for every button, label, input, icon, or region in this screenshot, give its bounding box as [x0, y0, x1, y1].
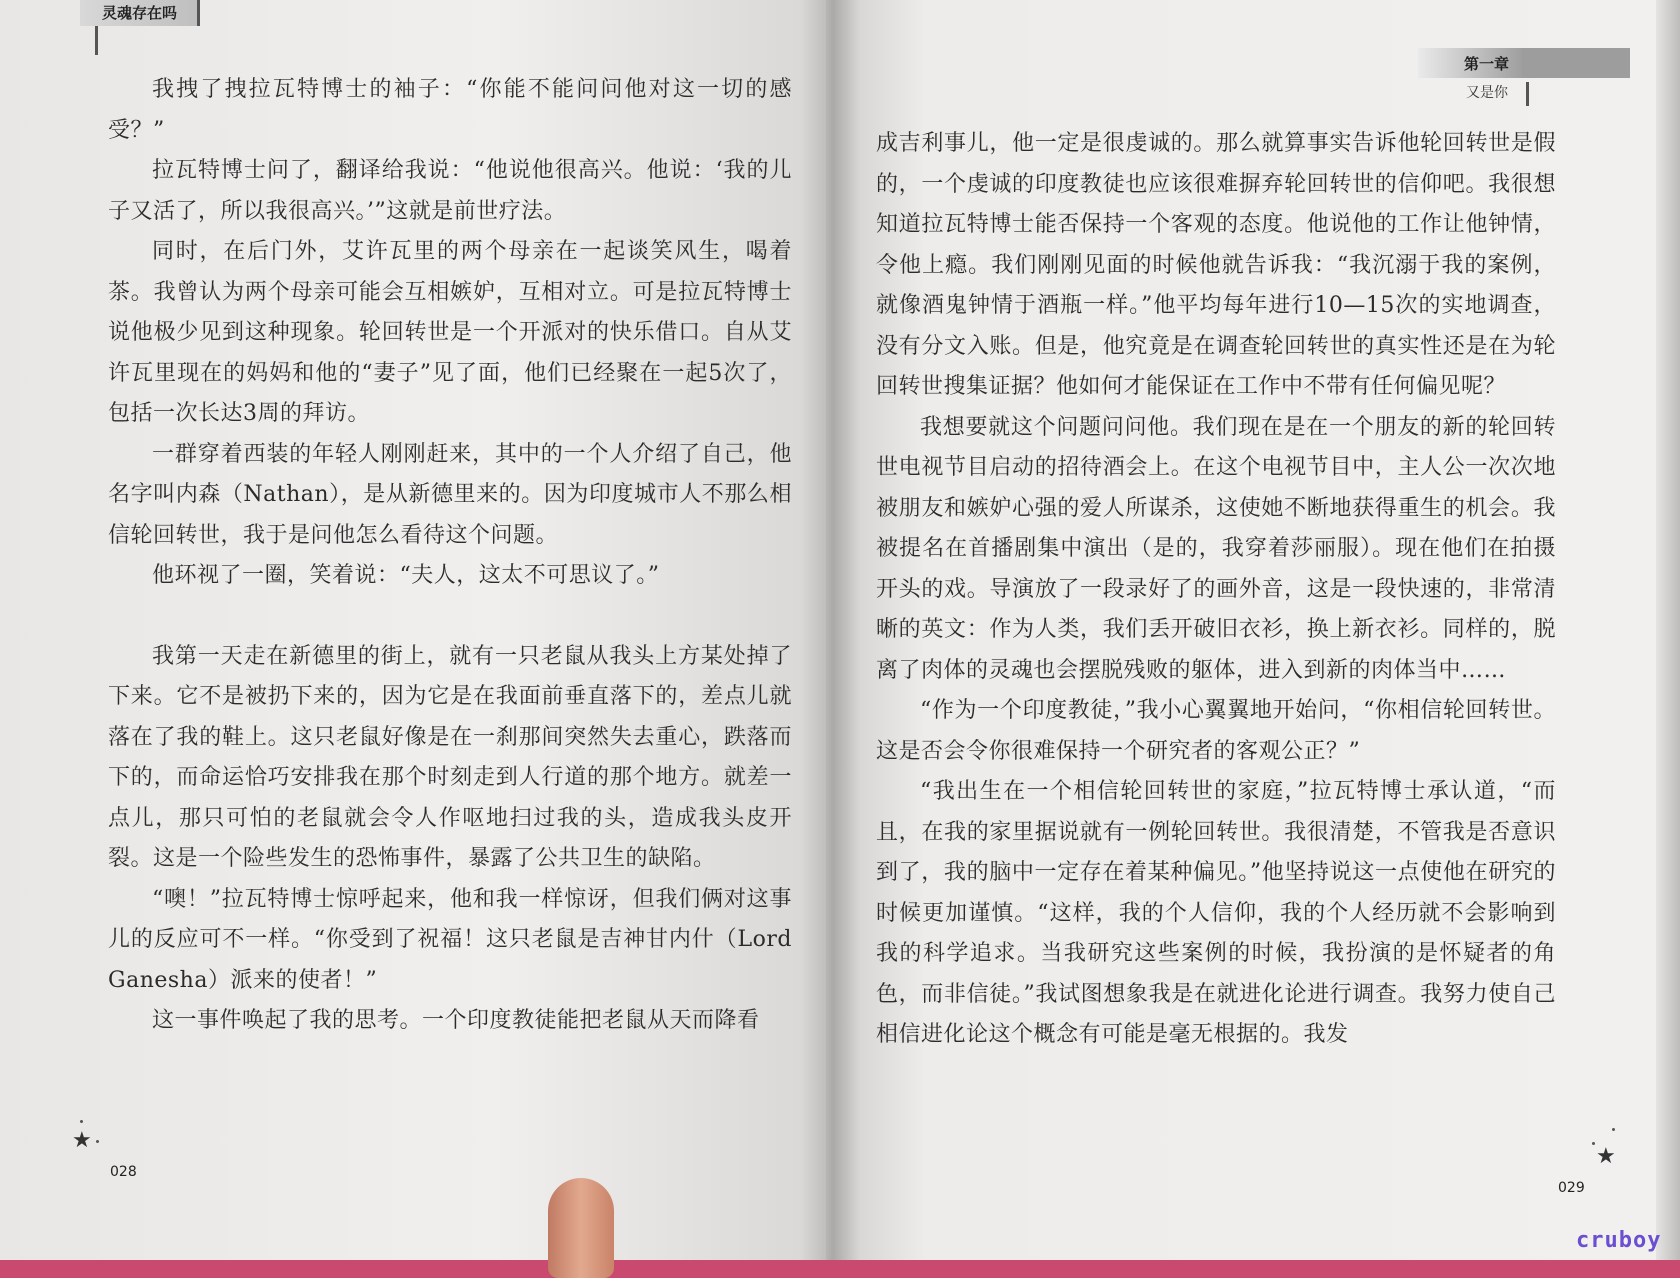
right-text-block — [876, 124, 1556, 1056]
watermark: cruboy — [1576, 1228, 1662, 1253]
chapter-bar — [1518, 48, 1630, 78]
dot-ornament — [1592, 1142, 1595, 1145]
book-gutter — [800, 0, 860, 1260]
chapter-label: 第一章 — [1418, 48, 1522, 78]
reader-finger — [548, 1178, 614, 1278]
dot-ornament — [80, 1120, 83, 1123]
paragraph: 一群穿着西装的年轻人刚刚赶来，其中的一个人介绍了自己，他名字叫内森（Nathan），是从新德里来的。因为印度城市人不那么相信轮回转世，我于是问他怎么看待这个问题。 — [108, 441, 792, 548]
running-head: 灵魂存在吗 — [80, 0, 200, 26]
paragraph: 这一事件唤起了我的思考。一个印度教徒能把老鼠从天而降看 — [152, 1008, 760, 1033]
section-title: 又是你 — [1462, 82, 1529, 106]
paragraph: 我拽了拽拉瓦特博士的袖子：“你能不能问问他对这一切的感受？” — [108, 77, 792, 143]
paragraph: “噢！”拉瓦特博士惊呼起来，他和我一样惊讶，但我们俩对这事儿的反应可不一样。“你受到了祝福！这只老鼠是吉神甘内什（Lord Ganesha）派来的使者！” — [108, 886, 792, 993]
page-number-right: 029 — [1558, 1180, 1585, 1196]
right-page — [826, 0, 1656, 1260]
paragraph: 他环视了一圈，笑着说：“夫人，这太不可思议了。” — [152, 563, 660, 588]
section-break — [108, 597, 792, 637]
left-text-block-b — [108, 637, 792, 1042]
left-text-block-a — [108, 70, 792, 597]
dot-ornament — [1612, 1128, 1615, 1131]
paragraph: “我出生在一个相信轮回转世的家庭，”拉瓦特博士承认道，“而且，在我的家里据说就有一例轮回转世。我很清楚，不管我是否意识到了，我的脑中一定存在着某种偏见。”他坚持说这一点使他在研究的时候更加谨慎。“这样，我的个人信仰，我的个人经历就不会影响到我的科学追求。当我研究这些案例的时候，我扮演的是怀疑者的角色，而非信徒。”我试图想象我是在就进化论进行调查。我努力使自己相信进化论这个概念有可能是毫无根据的。我发 — [876, 779, 1556, 1047]
paragraph: “作为一个印度教徒，”我小心翼翼地开始问，“你相信轮回转世。这是否会令你很难保持一个研究者的客观公正？” — [876, 698, 1556, 764]
page-number-left: 028 — [110, 1164, 137, 1180]
star-ornament-icon: ★ — [1596, 1144, 1616, 1169]
paragraph: 同时，在后门外，艾许瓦里的两个母亲在一起谈笑风生，喝着茶。我曾认为两个母亲可能会互相嫉妒，互相对立。可是拉瓦特博士说他极少见到这种现象。轮回转世是一个开派对的快乐借口。自从艾许瓦里现在的妈妈和他的“妻子”见了面，他们已经聚在一起5次了，包括一次长达3周的拜访。 — [108, 239, 792, 426]
paragraph: 拉瓦特博士问了，翻译给我说：“他说他很高兴。他说：‘我的儿子又活了，所以我很高兴。’”这就是前世疗法。 — [108, 158, 792, 224]
page-edge — [1656, 0, 1680, 1260]
star-ornament-icon: ★ — [72, 1128, 92, 1153]
dot-ornament — [96, 1140, 99, 1143]
paragraph: 成吉利事儿，他一定是很虔诚的。那么就算事实告诉他轮回转世是假的，一个虔诚的印度教徒也应该很难摒弃轮回转世的信仰吧。我很想知道拉瓦特博士能否保持一个客观的态度。他说他的工作让他钟情，令他上瘾。我们刚刚见面的时候他就告诉我：“我沉溺于我的案例，就像酒鬼钟情于酒瓶一样。”他平均每年进行10—15次的实地调查，没有分文入账。但是，他究竟是在调查轮回转世的真实性还是在为轮回转世搜集证据？他如何才能保证在工作中不带有任何偏见呢？ — [876, 131, 1556, 399]
left-page — [0, 0, 826, 1260]
paragraph: 我第一天走在新德里的街上，就有一只老鼠从我头上方某处掉了下来。它不是被扔下来的，因为它是在我面前垂直落下的，差点儿就落在了我的鞋上。这只老鼠好像是在一刹那间突然失去重心，跌落而下的，而命运恰巧安排我在那个时刻走到人行道的那个地方。就差一点儿，那只可怕的老鼠就会令人作呕地扫过我的头，造成我头皮开裂。这是一个险些发生的恐怖事件，暴露了公共卫生的缺陷。 — [108, 643, 792, 871]
paragraph: 我想要就这个问题问问他。我们现在是在一个朋友的新的轮回转世电视节目启动的招待酒会上。在这个电视节目中，主人公一次次地被朋友和嫉妒心强的爱人所谋杀，这使她不断地获得重生的机会。我被提名在首播剧集中演出（是的，我穿着莎丽服）。现在他们在拍摄开头的戏。导演放了一段录好了的画外音，这是一段快速的，非常清晰的英文：作为人类，我们丢开破旧衣衫，换上新衣衫。同样的，脱离了肉体的灵魂也会摆脱残败的躯体，进入到新的肉体当中…… — [876, 414, 1556, 683]
